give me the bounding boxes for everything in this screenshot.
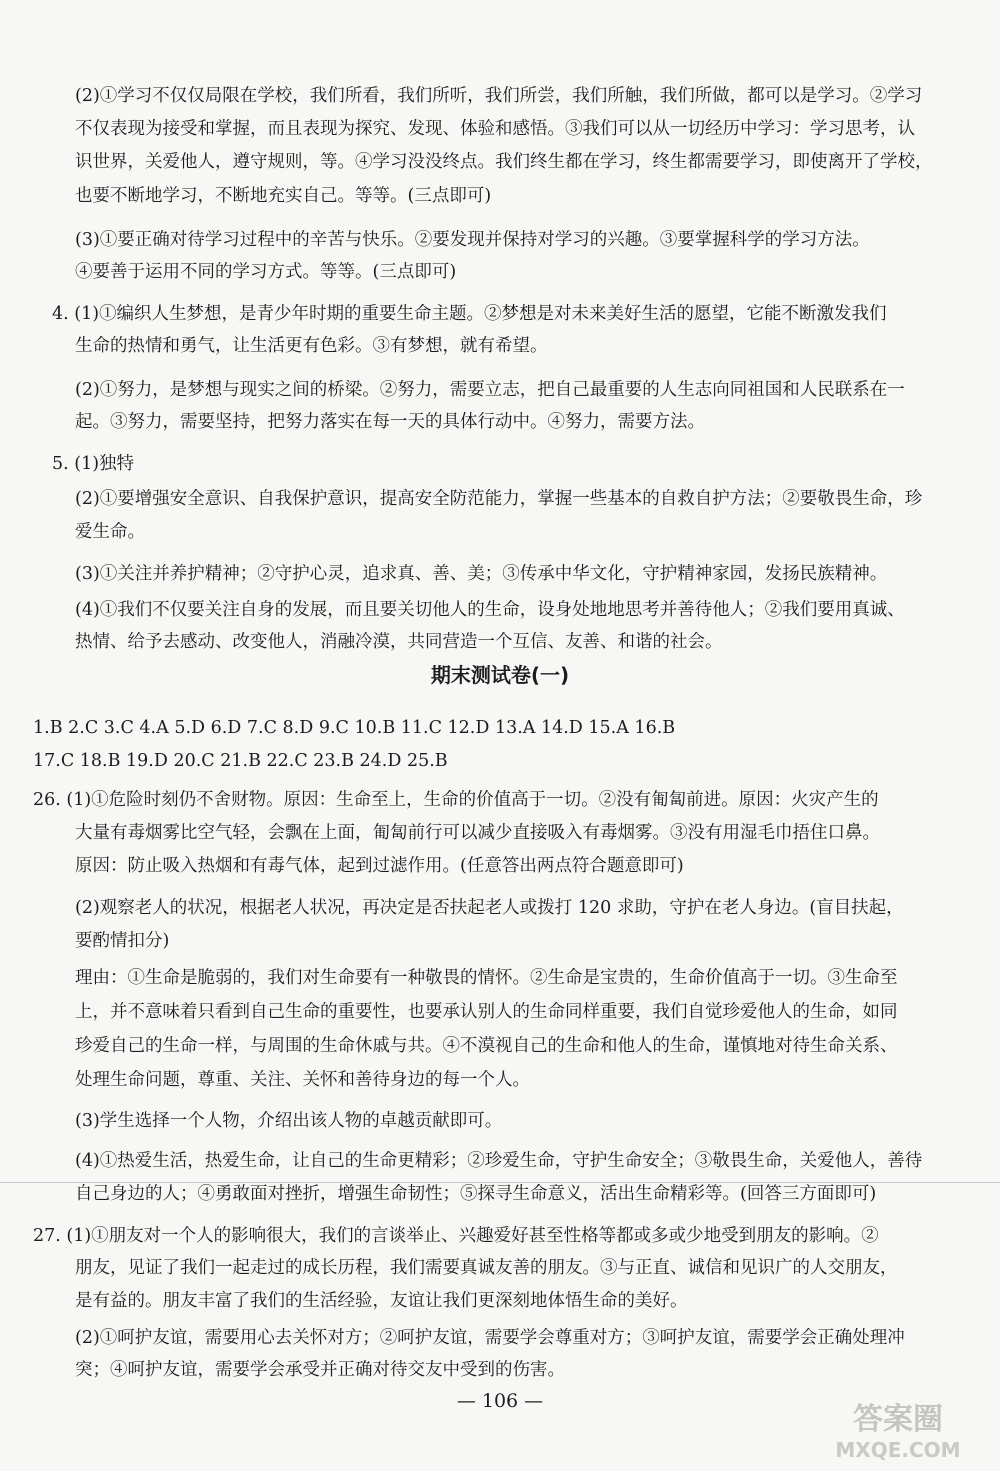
text-line: 是有益的。朋友丰富了我们的生活经验，友谊让我们更深刻地体悟生命的美好。 (75, 1291, 688, 1311)
text-line: 自己身边的人；④勇敢面对挫折，增强生命韧性；⑤探寻生命意义，活出生命精彩等。(回答三方面即可) (75, 1184, 877, 1204)
text-line: (3)①要正确对待学习过程中的辛苦与快乐。②要发现并保持对学习的兴趣。③要掌握科学的学习方法。 (75, 230, 870, 250)
text-line: 热情、给予去感动、改变他人，消融冷漠，共同营造一个互信、友善、和谐的社会。 (75, 632, 723, 652)
section-title: 期末测试卷(一) (430, 663, 570, 687)
watermark-bottom-text: MXQE.COM (835, 1438, 961, 1462)
text-line: 上，并不意味着只看到自己生命的重要性，也要承认别人的生命同样重要，我们自觉珍爱他人的生命，如同 (75, 1002, 898, 1022)
answer-line: 17.C 18.B 19.D 20.C 21.B 22.C 23.B 24.D 25.B (33, 751, 448, 771)
text-line: 也要不断地学习，不断地充实自己。等等。(三点即可) (75, 186, 492, 206)
text-line: (2)①要增强安全意识、自我保护意识，提高安全防范能力，掌握一些基本的自救自护方法；②要敬畏生命，珍 (75, 489, 923, 509)
text-line: (3)①关注并养护精神；②守护心灵，追求真、善、美；③传承中华文化，守护精神家园，发扬民族精神。 (75, 564, 888, 584)
text-line: (3)学生选择一个人物，介绍出该人物的卓越贡献即可。 (75, 1111, 503, 1131)
text-line: 突；④呵护友谊，需要学会承受并正确对待交友中受到的伤害。 (75, 1360, 565, 1380)
text-line: 不仅表现为接受和掌握，而且表现为探究、发现、体验和感悟。③我们可以从一切经历中学习：学习思考，认 (75, 119, 915, 139)
text-line: (2)①努力，是梦想与现实之间的桥梁。②努力，需要立志，把自己最重要的人生志向同祖国和人民联系在一 (75, 380, 905, 400)
text-line: 珍爱自己的生命一样，与周围的生命休戚与共。④不漠视自己的生命和他人的生命，谨慎地对待生命关系、 (75, 1036, 898, 1056)
page-number: — 106 — (456, 1390, 544, 1412)
text-line: (4)①我们不仅要关注自身的发展，而且要关切他人的生命，设身处地地思考并善待他人；②我们要用真诚、 (75, 600, 905, 620)
text-line: ④要善于运用不同的学习方式。等等。(三点即可) (75, 262, 457, 282)
text-line: 识世界，关爱他人，遵守规则，等。④学习没没终点。我们终生都在学习，终生都需要学习，即使离开了学校， (75, 152, 933, 172)
text-line: 起。③努力，需要坚持，把努力落实在每一天的具体行动中。④努力，需要方法。 (75, 412, 705, 432)
text-line: 处理生命问题，尊重、关注、关怀和善待身边的每一个人。 (75, 1070, 530, 1090)
text-line: (4)①热爱生活，热爱生命，让自己的生命更精彩；②珍爱生命，守护生命安全；③敬畏生命，关爱他人，善待 (75, 1151, 923, 1171)
watermark-top-text: 答案圈 (853, 1402, 943, 1437)
text-line: 朋友，见证了我们一起走过的成长历程，我们需要真诚友善的朋友。③与正直、诚信和见识广的人交朋友， (75, 1258, 898, 1278)
text-line: (2)①呵护友谊，需要用心去关怀对方；②呵护友谊，需要学会尊重对方；③呵护友谊，需要学会正确处理冲 (75, 1328, 905, 1348)
text-line: 生命的热情和勇气，让生活更有色彩。③有梦想，就有希望。 (75, 336, 548, 356)
text-line: 要酌情扣分) (75, 931, 170, 951)
text-line: (2)①学习不仅仅局限在学校，我们所看，我们所听，我们所尝，我们所触，我们所做，都可以是学习。②学习 (75, 86, 923, 106)
text-line: 27. (1)①朋友对一个人的影响很大，我们的言谈举止、兴趣爱好甚至性格等都或多或少地受到朋友的影响。② (33, 1226, 879, 1246)
text-line: 4. (1)①编织人生梦想，是青少年时期的重要生命主题。②梦想是对未来美好生活的愿望，它能不断激发我们 (52, 304, 887, 324)
text-line: 原因：防止吸入热烟和有毒气体，起到过滤作用。(任意答出两点符合题意即可) (75, 856, 684, 876)
text-line: 爱生命。 (75, 522, 145, 542)
answer-line: 1.B 2.C 3.C 4.A 5.D 6.D 7.C 8.D 9.C 10.B 11.C 12.D 13.A 14.D 15.A 16.B (33, 718, 676, 738)
text-line: 大量有毒烟雾比空气轻，会飘在上面，匍匐前行可以减少直接吸入有毒烟雾。③没有用湿毛巾捂住口鼻。 (75, 823, 880, 843)
watermark-logo (810, 1395, 985, 1465)
text-line: 5. (1)独特 (52, 454, 135, 474)
text-line: (2)观察老人的状况，根据老人状况，再决定是否扶起老人或拨打 120 求助，守护在老人身边。(盲目扶起， (75, 898, 904, 918)
text-line: 理由：①生命是脆弱的，我们对生命要有一种敬畏的情怀。②生命是宝贵的，生命价值高于一切。③生命至 (75, 968, 898, 988)
text-line: 26. (1)①危险时刻仍不舍财物。原因：生命至上，生命的价值高于一切。②没有匍匐前进。原因：火灾产生的 (33, 790, 879, 810)
